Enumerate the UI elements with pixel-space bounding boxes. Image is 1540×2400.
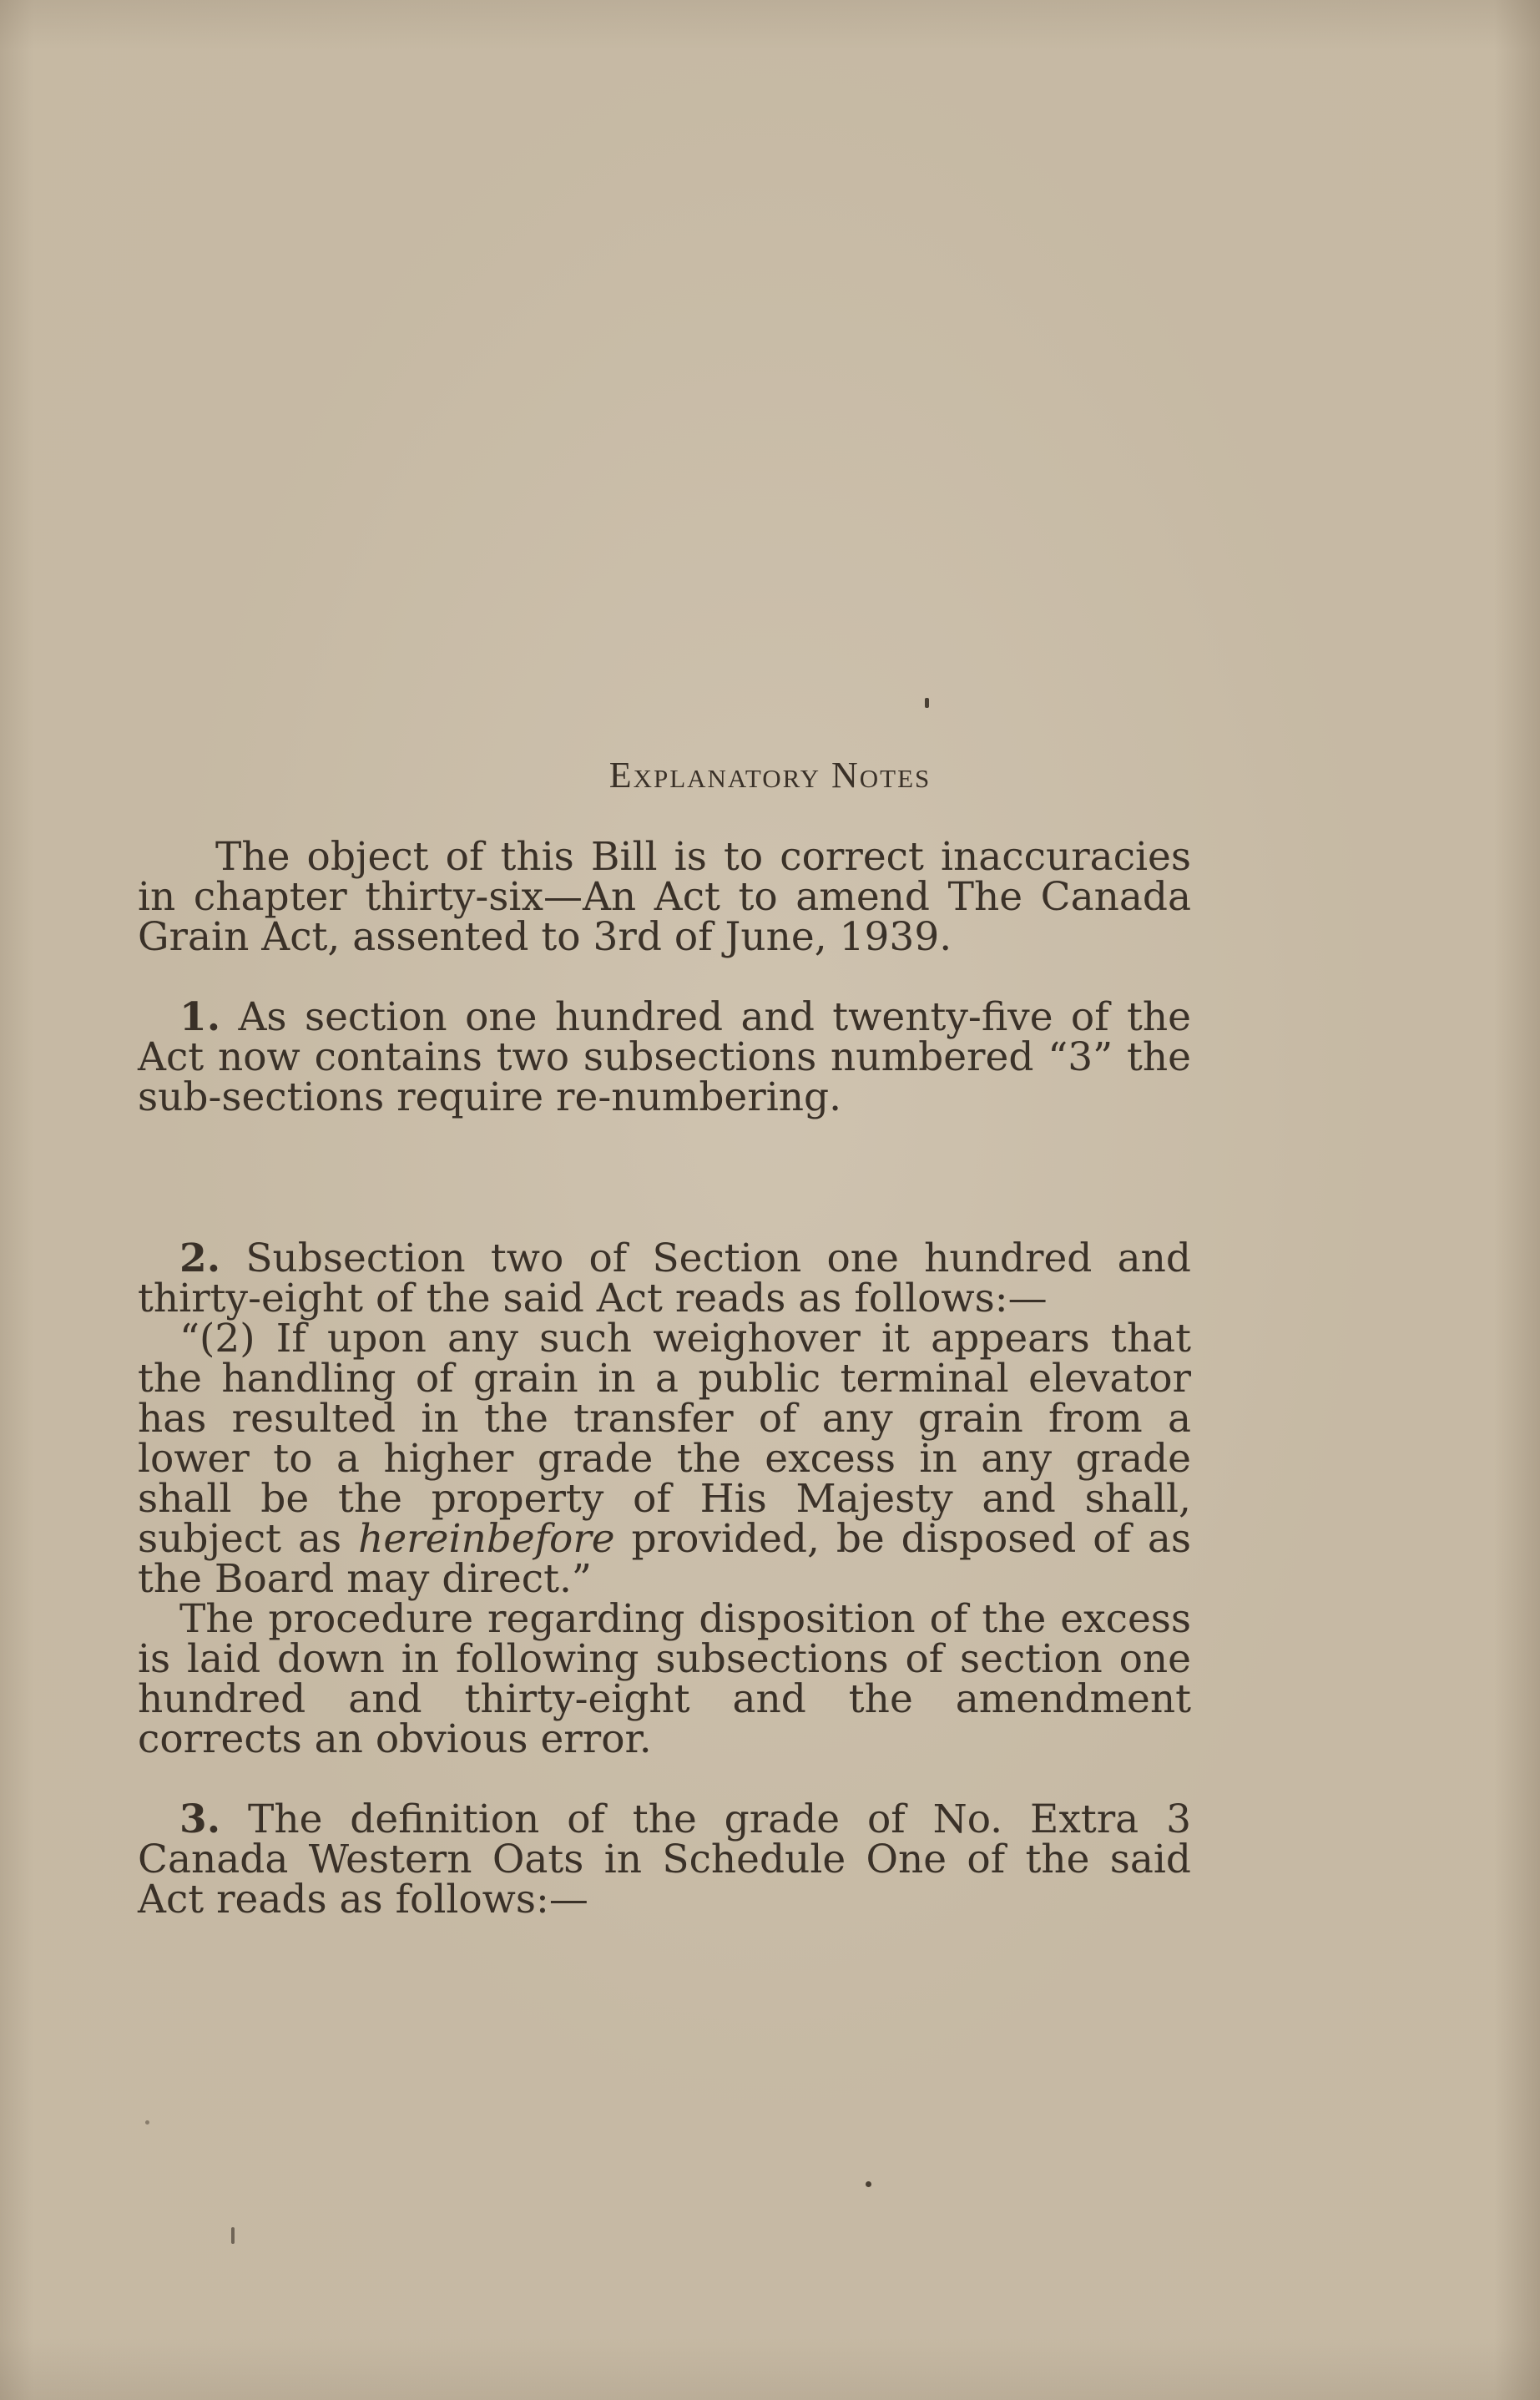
note-2-quote	[138, 1316, 1192, 1602]
note-3-number: 3.	[179, 1796, 221, 1842]
note-2-text: Subsection two of Section one hundred and thirty-eight of the said Act reads as follows:—	[138, 1235, 1191, 1321]
note-3-paragraph	[138, 1796, 1191, 1923]
paper-speck	[231, 2227, 235, 2244]
paper-speck	[145, 2120, 149, 2125]
paper-speck	[866, 2181, 871, 2187]
note-1-number: 1.	[179, 994, 221, 1040]
note-2-paragraph	[138, 1235, 1191, 1321]
note-2-quote-part1: “(2) If upon any such weighover it appears that the handling of grain in a public terminal elevator has resulted in the transfer of any grain from a lower to a higher grade the excess in any grade shall be the property of His Majesty and shall, subject as	[138, 1316, 1191, 1562]
note-1-text: As section one hundred and twenty-five of the Act now contains two subsections numbered “3” the sub-sections require re-numbering.	[138, 994, 1191, 1120]
note-2-quote-italic: hereinbefore	[358, 1516, 615, 1562]
note-2-followup: The procedure regarding disposition of the excess is laid down in following subsections of section one hundred and thirty-eight and the amendment corrects an obvious error.	[138, 1596, 1191, 1762]
note-1-paragraph	[138, 994, 1191, 1120]
explanatory-notes-heading: Explanatory Notes	[608, 755, 932, 796]
paper-speck	[925, 698, 929, 708]
note-2-quote-part2: provided, be disposed of as the Board may direct.”	[138, 1516, 1192, 1602]
notes-body	[138, 834, 1192, 1923]
intro-paragraph: The object of this Bill is to correct inaccuracies in chapter thirty-six—An Act to amend The Canada Grain Act, assented to 3rd of June, 1939.	[138, 834, 1191, 960]
note-2-number: 2.	[179, 1235, 221, 1281]
note-3-text: The definition of the grade of No. Extra 3 Canada Western Oats in Schedule One of the said Act reads as follows:—	[138, 1796, 1191, 1923]
